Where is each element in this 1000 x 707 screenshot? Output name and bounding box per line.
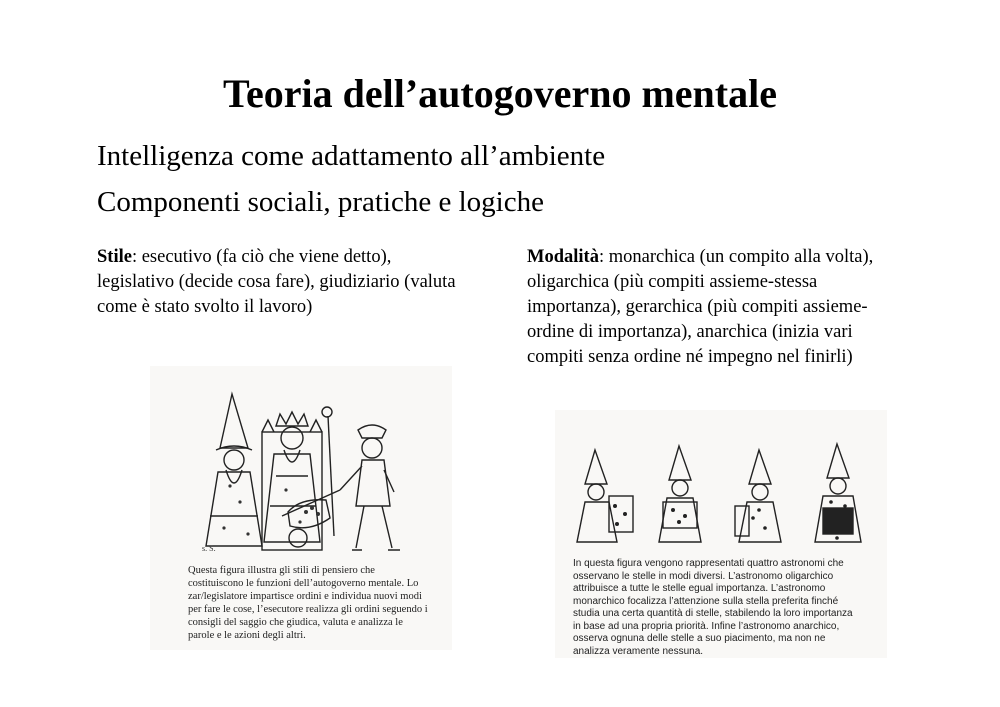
figure-left-caption: Questa figura illustra gli stili di pensiero che costituiscono le funzioni dell’autogoverno mentale. Lo zar/legislatore impartisce ordini e individua nuovi modi per fare le cose, l’esecutore realizza gli ordini seguendo i consigli del saggio che giudica, valuta e analizza le parole e le azioni degli altri. <box>188 565 428 641</box>
illustration-four-astronomers <box>555 410 887 550</box>
modality-term: Modalità <box>527 247 599 267</box>
illustration-signature: s. S. <box>202 544 216 553</box>
bullet-components: Componenti sociali, pratiche e logiche <box>97 186 544 218</box>
style-description: : esecutivo (fa ciò che viene detto), legislativo (decide cosa fare), giudiziario (valuta come è stato svolto il lavoro) <box>97 247 456 317</box>
slide-title: Teoria dell’autogoverno mentale <box>222 71 777 116</box>
figure-right-caption: In questa figura vengono rappresentati quattro astronomi che osservano le stelle in modi diversi. L’astronomo oligarchico attribuisce a tutte le stelle egual importanza. L’astronomo monarchico focalizza l’attenzione sulla stella preferita finché studia una certa quantità di stelle, stabilendo la loro importanza in base ad una propria priorità. Infine l’astronomo anarchico, osserva ognuna delle stelle a suo piacimento, ma non ne analizza veramente nessuna. <box>573 558 853 657</box>
modality-description: : monarchica (un compito alla volta), oligarchica (più compiti assieme-stessa importanza), gerarchica (più compiti assieme-ordine di importanza), anarchica (inizia vari compiti senza ordine né impegno nel finirli) <box>527 247 874 367</box>
style-term: Stile <box>97 247 132 267</box>
figure-thinking-styles <box>150 366 452 650</box>
bullet-intelligence: Intelligenza come adattamento all’ambiente <box>97 140 606 172</box>
modality-paragraph <box>527 245 887 370</box>
figure-four-astronomers <box>555 410 887 658</box>
illustration-sage-tsar-executor <box>150 366 452 566</box>
style-paragraph <box>97 245 467 320</box>
